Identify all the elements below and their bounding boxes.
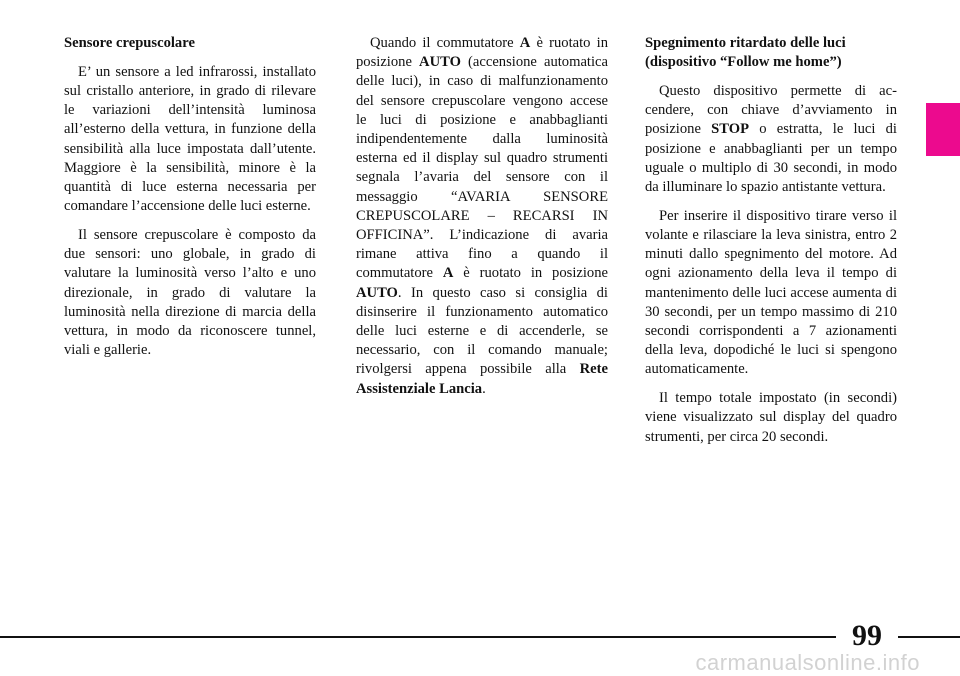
column-right bbox=[645, 34, 897, 456]
paragraph bbox=[356, 34, 608, 399]
text-run: (accensione automatica delle luci), in caso di malfunzionamento del sensore crepuscolare vengono accese le luci di posizione e anabbaglianti indipendentemente dalla luminosità esterna ed il display sul quadro strumenti segnala l’avaria del sensore con il messaggio “AVARIA SENSORE CREPUSCOLARE – RECARSI IN OFFICINA”. L’indicazione di avaria rimane attiva fino a quando il commutatore bbox=[356, 54, 608, 282]
text-run: è ruotato in posizione bbox=[453, 265, 608, 282]
text-run: . In questo caso si consiglia di disinserire il funzionamento automatico delle luci esterne e di accenderle, se necessario, con il comando manuale; rivolgersi appena possibile alla bbox=[356, 284, 608, 378]
bold-term: A bbox=[442, 265, 454, 282]
bold-term: A bbox=[519, 35, 531, 51]
section-heading-crepuscular-sensor: Sensore crepuscolare bbox=[64, 35, 195, 51]
paragraph: Il tempo totale impostato (in secondi) viene visualizzato sul display del quadro strumenti, per circa 20 secondi. bbox=[645, 390, 897, 445]
text-run: Questo dispositivo permette di accendere, con chiave d’avviamento in posizione bbox=[645, 83, 897, 138]
page-number: 99 bbox=[852, 619, 882, 652]
bold-term: AUTO bbox=[356, 284, 398, 301]
section-heading-follow-me-home: Spegnimento ritardato delle luci (dispositivo “Follow me home”) bbox=[645, 35, 846, 71]
column-left bbox=[64, 34, 316, 370]
bold-term: Rete Assistenziale Lancia bbox=[356, 361, 608, 397]
footer-rule-left bbox=[0, 636, 836, 638]
paragraph: Per inserire il dispositivo tirare verso il volante e rilasciare la leva sinistra, entro 2 minuti dallo spegnimento del motore. Ad ogni azionamento della leva il tempo di mantenimento delle luci accese aumenta di 30 secondi, per un tempo massimo di 210 secondi corrispondenti a 7 azionamenti della leva, dopodiché le luci si spengono automaticamente. bbox=[645, 207, 897, 378]
text-run: o estratta, le luci di posizione e anabbaglianti per un tempo uguale o multiplo di 30 secondi, in modo da illuminare lo spazio antistante vettura. bbox=[645, 121, 897, 196]
column-middle bbox=[356, 34, 608, 408]
paragraph bbox=[645, 82, 897, 197]
text-run: è ruotato in posizione bbox=[356, 35, 608, 71]
paragraph: E’ un sensore a led infrarossi, installato sul cristallo anteriore, in grado di rilevare le variazioni dell’intensità luminosa all’esterno della vettura, in funzione della sensibilità alla luce impostata dall’utente. Maggiore è la sensibilità, minore è la quantità di luce esterna necessaria per comandare l’accensione delle luci esterne. bbox=[64, 63, 316, 215]
bold-term: AUTO bbox=[419, 54, 461, 71]
text-run: Quando il commutatore bbox=[370, 35, 520, 51]
text-run: . bbox=[482, 380, 486, 397]
paragraph: Il sensore crepuscolare è composto da due sensori: uno globale, in grado di valutare la luminosità verso l’alto e uno direzionale, in grado di valutare la luminosità nella direzione di marcia della vettura, in modo da riconoscere tunnel, viali e gallerie. bbox=[64, 227, 316, 359]
watermark: carmanualsonline.info bbox=[695, 650, 920, 675]
footer-rule-right bbox=[898, 636, 960, 638]
section-tab-marker bbox=[926, 103, 960, 156]
bold-term: STOP bbox=[711, 121, 750, 138]
